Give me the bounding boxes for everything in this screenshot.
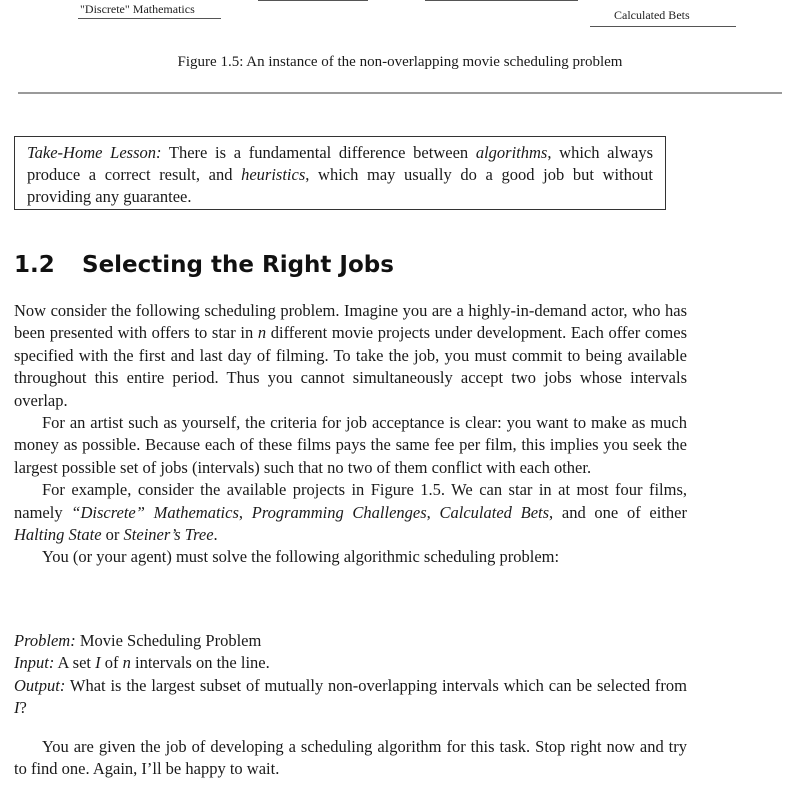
film-title: Calculated Bets bbox=[439, 502, 550, 522]
paragraph-3: For example, consider the available projects in Figure 1.5. We can star in at most four films, namely “Discrete” Mathematics, Programming Challenges, Calculated Bets, and one of either Halting State or Steiner’s Tree. bbox=[14, 480, 687, 545]
section-title: Selecting the Right Jobs bbox=[82, 252, 394, 278]
film-title: Programming Challenges bbox=[251, 502, 427, 522]
paragraph-2: For an artist such as yourself, the criteria for job acceptance is clear: you want to make as much money as possible. Because each of these films pays the same fee per film, this implies you seek the largest possible set of jobs (intervals) such that no two of them conflict with each other. bbox=[14, 413, 687, 477]
problem-value: Movie Scheduling Problem bbox=[75, 631, 262, 650]
figure-caption: Figure 1.5: An instance of the non-overlapping movie scheduling problem bbox=[177, 54, 623, 70]
section-number: 1.2 bbox=[14, 252, 55, 278]
problem-line bbox=[14, 630, 687, 652]
paragraph-4: You (or your agent) must solve the following algorithmic scheduling problem: bbox=[42, 547, 560, 567]
lesson-text: , which always produce a correct result, and bbox=[27, 143, 653, 184]
lesson-text: There is a fundamental difference between bbox=[161, 143, 476, 162]
figure-label-calculated-bets: Calculated Bets bbox=[614, 8, 690, 22]
figure-interval-line bbox=[425, 0, 578, 1]
take-home-lesson-box bbox=[14, 136, 666, 210]
figure-interval-line bbox=[258, 0, 368, 1]
film-title: Halting State bbox=[14, 525, 102, 545]
body-text bbox=[14, 300, 687, 569]
lesson-label: Take-Home Lesson: bbox=[27, 143, 162, 162]
section-heading bbox=[14, 252, 394, 278]
lesson-text: , which may usually do a good job but without providing any guarantee. bbox=[27, 165, 653, 206]
final-paragraph: You are given the job of developing a scheduling algorithm for this task. Stop right now and try to find one. Again, I’ll be happy to wait. bbox=[14, 737, 687, 779]
lesson-term-algorithms: algorithms bbox=[475, 143, 548, 162]
output-label: Output: bbox=[14, 675, 66, 695]
problem-label: Problem: bbox=[14, 631, 76, 650]
problem-statement bbox=[14, 630, 687, 720]
input-label: Input: bbox=[14, 653, 55, 673]
paragraph-1: Now consider the following scheduling problem. Imagine you are a highly-in-demand actor, who has been presented with offers to star in n different movie projects under development. Each offer comes specified with the first and last day of filming. To take the job, you must commit to being available throughout this entire period. Thus you cannot simultaneously accept two jobs whose intervals overlap. bbox=[14, 301, 688, 410]
figure-interval-line bbox=[78, 18, 221, 19]
horizontal-divider bbox=[18, 92, 782, 94]
film-title: Steiner’s Tree bbox=[123, 525, 214, 545]
output-line: Output: What is the largest subset of mutually non-overlapping intervals which can be selected from I? bbox=[14, 675, 687, 718]
input-line: Input: A set I of n intervals on the line. bbox=[14, 653, 270, 673]
lesson-term-heuristics: heuristics bbox=[241, 165, 306, 184]
figure-interval-line bbox=[590, 26, 736, 27]
figure-label-discrete-mathematics: "Discrete" Mathematics bbox=[80, 2, 195, 16]
film-title: “Discrete” Mathematics bbox=[71, 502, 239, 522]
